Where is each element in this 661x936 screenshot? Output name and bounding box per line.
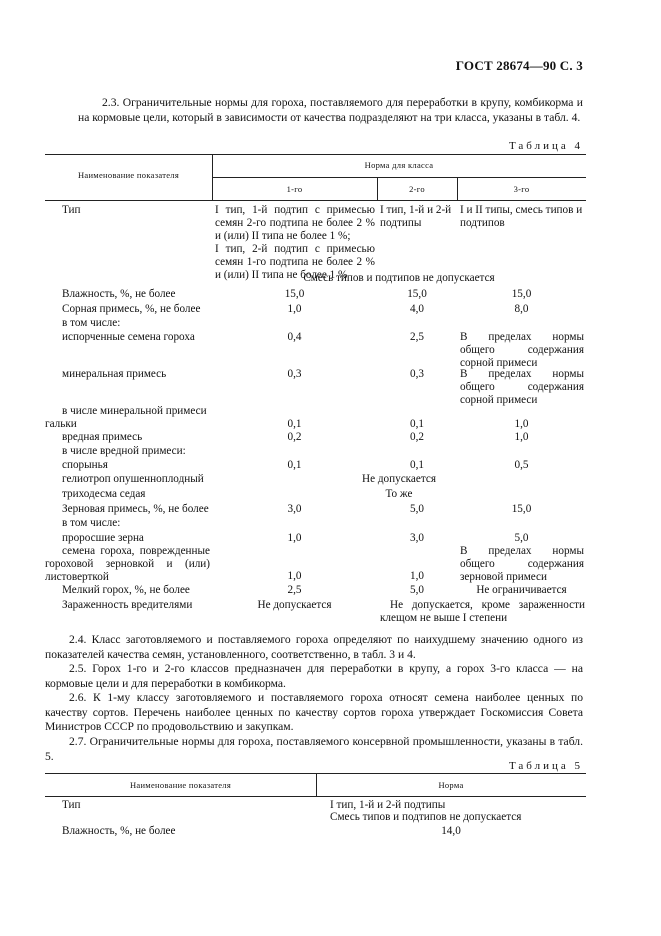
paragraph-2-4: 2.4. Класс заготовляемого и поставляемого гороха определяют по наихудшему значению одного из показателей качества семян, установленного, соответственно, в табл. 3 и 4.	[45, 633, 583, 661]
paragraph-2-7: 2.7. Ограничительные нормы для гороха, поставляемого консервной промышленности, указаны в табл. 5.	[45, 735, 583, 763]
table4-caption: Таблица 4	[508, 140, 583, 152]
table4-cell-c2: 2,5	[410, 331, 424, 343]
table5-row-tip-value1: I тип, 1-й и 2-й подтипы	[330, 799, 446, 811]
table4-cell-c3: В пределах нормы общего содержания сорной примеси	[460, 368, 584, 406]
table4-cell-c1: 0,1	[287, 459, 302, 471]
table4-cell-c3: 15,0	[511, 503, 532, 515]
table4-cell-c1: 1,0	[287, 570, 302, 582]
table4-cell-c1: 2,5	[287, 584, 302, 596]
table4-row-name: гелиотроп опушенноплодный	[62, 473, 204, 485]
table4-cell-c1: 1,0	[287, 532, 302, 544]
table5-header-name: Наименование показателя	[129, 780, 232, 790]
paragraph-2-3: 2.3. Ограничительные нормы для гороха, поставляемого для переработки в крупу, комбикорма и на кормовые цели, который в зависимости от качества подразделяют на три класса, указаны в табл. 4.	[78, 96, 583, 124]
table5-row-tip-value2: Смесь типов и подтипов не допускается	[330, 811, 522, 823]
table5-header-norm: Норма	[438, 780, 464, 790]
table4-cell-c2: 5,0	[410, 584, 424, 596]
table4-row-name: в числе минеральной примеси гальки	[45, 405, 207, 430]
table4-cell-c2: 15,0	[407, 288, 427, 300]
table5-caption: Таблица 5	[508, 760, 583, 772]
table4-row-tip-name: Тип	[62, 204, 81, 216]
page-header: ГОСТ 28674—90 С. 3	[455, 58, 583, 73]
table4-cell-c2: 0,1	[410, 459, 424, 471]
table4-cell-c1: 0,1	[287, 418, 302, 430]
table4-row-tip-c1: I тип, 1-й подтип с примесью семян 2-го подтипа не более 2 % и (или) II типа не более 1 %;	[215, 204, 375, 242]
table4-cell-c1: 0,2	[287, 431, 302, 443]
table4-cell-c3: 15,0	[511, 288, 532, 300]
table4-header-norm: Норма для класса	[364, 160, 434, 170]
table4-row-name: Влажность, %, не более	[62, 288, 176, 300]
table4-row-name: вредная примесь	[62, 431, 143, 443]
table4-row-name: испорченные семена гороха	[62, 331, 195, 343]
table4-cell-c1: 3,0	[287, 503, 302, 515]
table4-cell-c23: Не допускается, кроме зараженности клещом не выше I степени	[380, 599, 585, 624]
table4-cell-c3: 5,0	[514, 532, 529, 544]
table4-cell-c2: 0,1	[410, 418, 424, 430]
table4-cell-c1: 1,0	[287, 303, 302, 315]
table4-row-name: триходесма седая	[62, 488, 146, 500]
table5-header-bottom-rule	[45, 796, 586, 797]
table4-cell-c3: 0,5	[514, 459, 529, 471]
table4-cell-c1: 0,4	[287, 331, 302, 343]
table5-row-tip-name: Тип	[62, 799, 81, 811]
table4-row-name: в том числе:	[62, 517, 121, 529]
table4-cell-c1: Не допускается	[257, 599, 332, 611]
table4-cell-c2: 3,0	[410, 532, 424, 544]
table4-row-name: в том числе:	[62, 317, 121, 329]
table4-row-tip-c2: I тип, 1-й и 2-й подтипы	[380, 204, 452, 229]
table4-header-bottom-rule	[45, 200, 586, 201]
paragraph-2-5: 2.5. Горох 1-го и 2-го классов предназначен для переработки в крупу, а горох 3-го класса — на кормовые цели и для переработки в комбикорма.	[45, 662, 583, 690]
table4-cell-c3: 1,0	[514, 431, 529, 443]
table4-top-rule	[45, 154, 586, 155]
table4-row-name: семена гороха, поврежденные гороховой зерновкой и (или) листоверткой	[45, 545, 210, 583]
table5-row-humidity-name: Влажность, %, не более	[62, 825, 176, 837]
table4-header-class3: 3-го	[513, 184, 530, 194]
table4-row-name: Сорная примесь, %, не более	[62, 303, 201, 315]
table4-row-tip-c1b: I тип, 2-й подтип с примесью семян 1-го подтипа не более 2 % и (или) II типа не более 1 %	[215, 243, 375, 281]
table4-row-tip-span: Смесь типов и подтипов не допускается	[303, 272, 495, 284]
table4-cell-c1: 15,0	[284, 288, 305, 300]
table4-cell-c2: 0,3	[410, 368, 424, 380]
table4-row-name: Зерновая примесь, %, не более	[62, 503, 209, 515]
table4-cell-c3: 1,0	[514, 418, 529, 430]
table4-cell-c3: В пределах нормы общего содержания зерновой примеси	[460, 545, 584, 583]
table4-cell-c3: Не ограничивается	[476, 584, 567, 596]
table4-cell-c2: 1,0	[410, 570, 424, 582]
table4-header-name: Наименование показателя	[77, 170, 180, 180]
table4-cell-span: Не допускается	[361, 473, 436, 485]
table4-row-tip-c3: I и II типы, смесь типов и подтипов	[460, 204, 583, 229]
table4-cell-span: То же	[385, 488, 413, 500]
table4-row-name: проросшие зерна	[62, 532, 144, 544]
paragraph-2-6: 2.6. К 1-му классу заготовляемого и поставляемого гороха относят семена наиболее ценных по качеству сортов. Перечень наиболее ценных по качеству сортов гороха утверждает Госкомиссия Совета Министров СССР по продовольствию и закупкам.	[45, 691, 583, 734]
table4-cell-c2: 0,2	[410, 431, 424, 443]
table4-cell-c2: 4,0	[410, 303, 424, 315]
table4-cell-c1: 0,3	[287, 368, 302, 380]
table4-row-name: спорынья	[62, 459, 108, 471]
table4-header-class2: 2-го	[409, 184, 425, 194]
table4-row-name: минеральная примесь	[62, 368, 167, 380]
table4-row-name: Зараженность вредителями	[62, 599, 193, 611]
table4-cell-c3: 8,0	[514, 303, 529, 315]
table4-row-name: в числе вредной примеси:	[62, 445, 186, 457]
table4-row-name: Мелкий горох, %, не более	[62, 584, 190, 596]
table4-cell-c3: В пределах нормы общего содержания сорной примеси	[460, 331, 584, 369]
table4-header-mid-rule	[212, 177, 586, 178]
table5-row-humidity-value: 14,0	[441, 825, 461, 837]
table4-header-class1: 1-го	[286, 184, 303, 194]
table4-cell-c2: 5,0	[410, 503, 424, 515]
